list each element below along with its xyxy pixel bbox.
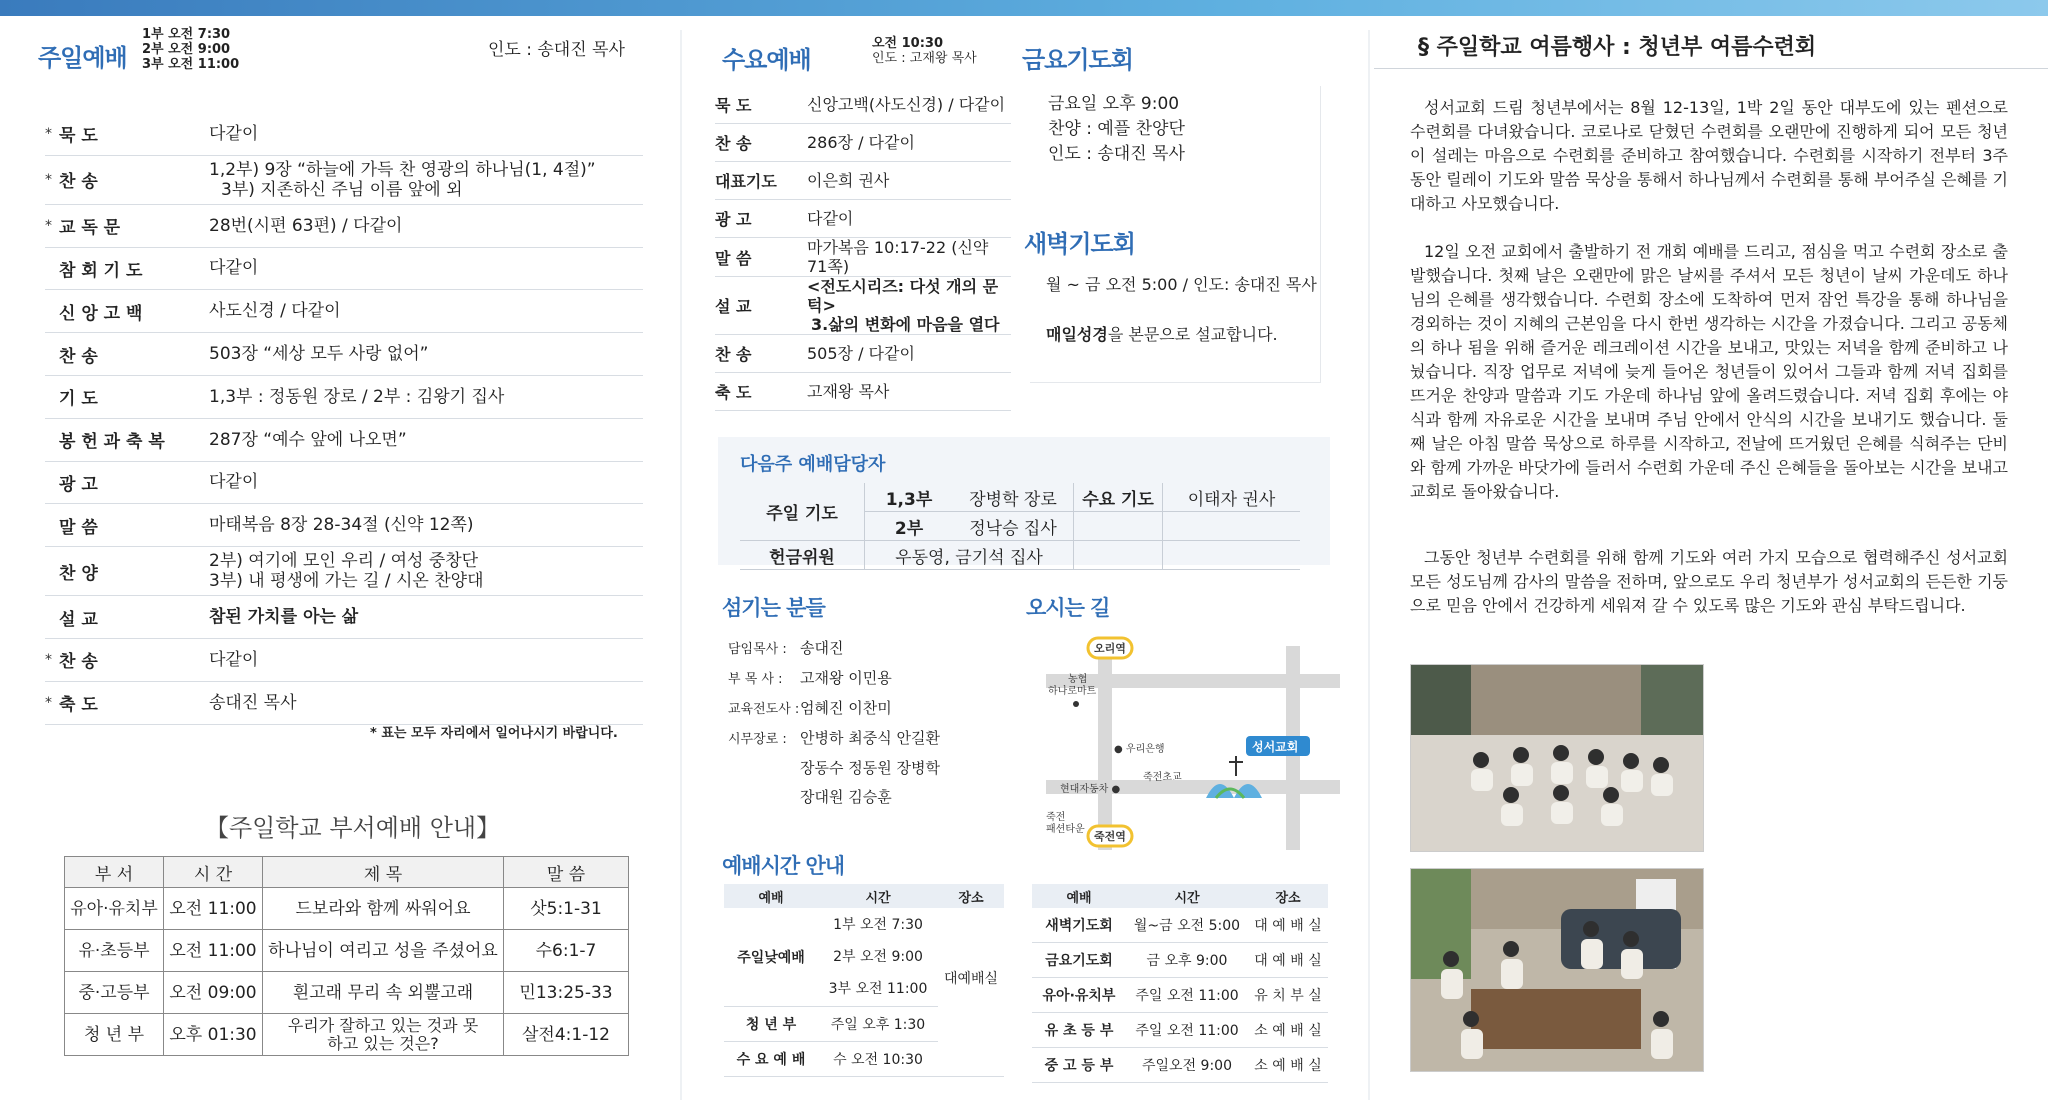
wednesday-row xyxy=(715,335,1011,373)
map xyxy=(1020,630,1340,850)
wednesday-row xyxy=(715,162,1011,200)
schedule-cell: 소 예 배 실 xyxy=(1248,1048,1328,1083)
schedule-header: 시간 xyxy=(1126,884,1248,908)
service-label: 찬 송 xyxy=(59,172,98,193)
service-label: 찬 송 xyxy=(59,652,98,673)
service-value: 다같이 xyxy=(209,258,259,279)
map-label-ori: 오리역 xyxy=(1094,642,1126,655)
staff-title: 섬기는 분들 xyxy=(722,596,825,620)
service-row xyxy=(45,333,643,376)
schedule-cell: 주일오전 9:00 xyxy=(1126,1048,1248,1083)
staff-row xyxy=(728,664,940,694)
next-week-table xyxy=(740,483,1300,570)
sunday-school-title: 【주일학교 부서예배 안내】 xyxy=(205,814,501,842)
schedule-cell: 유 초 등 부 xyxy=(1032,1013,1126,1048)
wednesday-row xyxy=(715,373,1011,411)
service-value: 503장 “세상 모두 사랑 없어” xyxy=(209,344,429,365)
service-value: 사도신경 / 다같이 xyxy=(209,301,341,322)
table-row xyxy=(1032,1048,1328,1083)
schedule-left-table xyxy=(724,884,1004,1077)
service-label: 교 독 문 xyxy=(59,218,121,239)
service-row xyxy=(45,376,643,419)
staff-names: 엄혜진 이찬미 xyxy=(800,699,892,717)
schedule-cell: 유아·유치부 xyxy=(1032,978,1126,1013)
schedule-name: 수 요 예 배 xyxy=(724,1042,818,1077)
service-value: 28번(시편 63편) / 다같이 xyxy=(209,215,403,236)
directions-title: 오시는 길 xyxy=(1026,596,1110,620)
header-subject: 제 목 xyxy=(263,857,504,888)
schedule-name: 청 년 부 xyxy=(724,1007,818,1042)
schedule-time: 1부 오전 7:30 xyxy=(833,917,923,933)
duty-part: 1,3부 xyxy=(865,483,954,512)
wednesday-label: 설 교 xyxy=(715,297,752,316)
service-row xyxy=(45,419,643,462)
service-value: 2부) 여기에 모인 우리 / 여성 중창단 3부) 내 평생에 가는 길 / 시온 찬양대 xyxy=(209,551,484,592)
wednesday-row xyxy=(715,124,1011,162)
header-scripture: 말 씀 xyxy=(504,857,629,888)
staff-names: 고재왕 이민용 xyxy=(800,669,892,687)
friday-line-time: 금요일 오후 9:00 xyxy=(1048,94,1180,114)
schedule-time: 3부 오전 11:00 xyxy=(828,981,928,997)
schedule-cell: 월~금 오전 5:00 xyxy=(1126,908,1248,943)
table-cell: 오전 11:00 xyxy=(164,888,263,930)
map-label-nh2: 하나로마트 xyxy=(1048,686,1097,697)
map-label-woori: ● 우리은행 xyxy=(1114,744,1165,755)
sunday-order-of-service xyxy=(45,113,643,725)
staff-row xyxy=(728,783,940,812)
duty-offering-label: 헌금위원 xyxy=(740,541,865,570)
wednesday-info: 오전 10:30 인도 : 고재왕 목사 xyxy=(872,36,977,66)
service-value: 1,2부) 9장 “하늘에 가득 찬 영광의 하나님(1, 4절)” 3부) 지존하신 주님 이름 앞에 외 xyxy=(209,159,596,200)
sunday-title: 주일예배 xyxy=(38,44,127,72)
schedule-cell: 대 예 배 실 xyxy=(1248,943,1328,978)
map-label-pt1: 죽전 xyxy=(1046,812,1066,823)
service-row xyxy=(45,462,643,505)
table-row xyxy=(1032,978,1328,1013)
wednesday-title: 수요예배 xyxy=(722,46,811,74)
schedule-cell: 금 오후 9:00 xyxy=(1126,943,1248,978)
schedule-cell: 중 고 등 부 xyxy=(1032,1048,1126,1083)
service-row xyxy=(45,504,643,547)
schedule-header: 예배 xyxy=(1032,884,1126,908)
wednesday-label: 대표기도 xyxy=(715,172,777,191)
service-value: 287장 “예수 앞에 나오면” xyxy=(209,429,407,450)
staff-role: 담임목사 : xyxy=(728,642,787,657)
wednesday-value: 505장 / 다같이 xyxy=(807,344,915,363)
service-value: 다같이 xyxy=(209,472,259,493)
service-row xyxy=(45,113,643,156)
table-cell: 하나님이 여리고 성을 주셨어요 xyxy=(263,930,504,972)
staff-row xyxy=(728,634,940,664)
wednesday-value: 이은희 권사 xyxy=(807,171,890,190)
schedule-right-table xyxy=(1032,884,1328,1083)
table-row xyxy=(65,888,629,930)
retreat-photo-1 xyxy=(1410,664,1704,852)
service-row xyxy=(45,639,643,682)
wednesday-value: 마가복음 10:17-22 (신약 71쪽) xyxy=(807,238,989,276)
table-cell: 오전 09:00 xyxy=(164,972,263,1014)
header-dept: 부 서 xyxy=(65,857,164,888)
friday-box xyxy=(1024,86,1321,383)
map-label-nh1: 농협 xyxy=(1068,674,1088,685)
table-cell: 흰고래 무리 속 외뿔고래 xyxy=(263,972,504,1014)
staff-list xyxy=(728,634,940,812)
service-value: 다같이 xyxy=(209,123,259,144)
staff-row xyxy=(728,694,940,724)
standing-mark: * xyxy=(45,125,52,142)
top-banner xyxy=(0,0,2048,16)
duty-offering-names: 우동영, 금기석 집사 xyxy=(865,541,1074,570)
service-label: 축 도 xyxy=(59,695,98,716)
schedule-time: 주일 오후 1:30 xyxy=(818,1007,938,1042)
service-row xyxy=(45,156,643,205)
wednesday-value: 고재왕 목사 xyxy=(807,382,890,401)
schedule-cell: 유 치 부 실 xyxy=(1248,978,1328,1013)
service-row xyxy=(45,248,643,291)
table-cell: 살전4:1-12 xyxy=(504,1014,629,1056)
service-label: 찬 양 xyxy=(59,563,98,584)
service-label: 설 교 xyxy=(59,609,98,630)
wednesday-row xyxy=(715,86,1011,124)
service-row xyxy=(45,205,643,248)
schedule-header: 장소 xyxy=(938,884,1004,908)
service-label: 묵 도 xyxy=(59,126,98,147)
table-row xyxy=(1032,943,1328,978)
wednesday-label: 묵 도 xyxy=(715,96,752,115)
service-row xyxy=(45,547,643,596)
staff-names: 안병하 최중식 안길환 xyxy=(800,729,940,747)
schedule-place: 대예배실 xyxy=(938,908,1004,1077)
service-row xyxy=(45,596,643,639)
table-row xyxy=(1032,1013,1328,1048)
wednesday-order xyxy=(715,86,1011,411)
service-label: 봉 헌 과 축 복 xyxy=(59,432,165,453)
service-label: 말 씀 xyxy=(59,517,98,538)
article-title: § 주일학교 여름행사 : 청년부 여름수련회 xyxy=(1418,35,1817,60)
wednesday-label: 찬 송 xyxy=(715,345,752,364)
schedule-cell: 대 예 배 실 xyxy=(1248,908,1328,943)
duty-name: 정낙승 집사 xyxy=(953,512,1074,541)
service-row xyxy=(45,290,643,333)
service-row xyxy=(45,682,643,725)
friday-line-leader: 인도 : 송대진 목사 xyxy=(1048,144,1185,164)
table-cell: 드보라와 함께 싸워어요 xyxy=(263,888,504,930)
dawn-title: 새벽기도회 xyxy=(1024,230,1135,258)
table-row xyxy=(65,1014,629,1056)
table-cell: 중·고등부 xyxy=(65,972,164,1014)
staff-row xyxy=(728,754,940,783)
schedule-cell: 주일 오전 11:00 xyxy=(1126,978,1248,1013)
table-cell: 유아·유치부 xyxy=(65,888,164,930)
duty-prayer-label: 주일 기도 xyxy=(740,483,865,541)
dawn-bible: 매일성경을 본문으로 설교합니다. xyxy=(1046,325,1278,344)
sunday-school-table xyxy=(64,856,629,1056)
schedule-cell: 새벽기도회 xyxy=(1032,908,1126,943)
staff-names: 송대진 xyxy=(800,639,844,657)
retreat-photo-2 xyxy=(1410,868,1704,1072)
sunday-leader: 인도 : 송대진 목사 xyxy=(488,40,625,60)
article-paragraph-1: 성서교회 드림 청년부에서는 8월 12-13일, 1박 2일 동안 대부도에 있는 펜션으로 수련회를 다녀왔습니다. 코로나로 닫혔던 수련회를 오랜만에 진행하게 되어 모든 청년이 설레는 마음으로 수련회를 준비하고 참여했습니다. 수련회를 시작하기 전부터 3주 동안 릴레이 기도와 말씀 묵상을 통해서 하나님께서 수련회를 통해 부어주실 은혜를 기대하고 사모했습니다. xyxy=(1410,98,2008,213)
staff-row xyxy=(728,724,940,754)
map-label-jukjeon-school: 죽전초교 xyxy=(1143,772,1182,783)
wednesday-value: 신앙고백(사도신경) / 다같이 xyxy=(807,95,1006,114)
wednesday-label: 축 도 xyxy=(715,383,752,402)
schedule-cell: 주일 오전 11:00 xyxy=(1126,1013,1248,1048)
dawn-line: 월 ~ 금 오전 5:00 / 인도: 송대진 목사 xyxy=(1046,275,1317,294)
wednesday-row xyxy=(715,238,1011,277)
wednesday-value: 다같이 xyxy=(807,209,854,228)
wednesday-label: 찬 송 xyxy=(715,134,752,153)
schedule-header: 시간 xyxy=(818,884,938,908)
service-label: 신 앙 고 백 xyxy=(59,303,143,324)
header-time: 시 간 xyxy=(164,857,263,888)
standing-mark: * xyxy=(45,217,52,234)
table-cell: 유·초등부 xyxy=(65,930,164,972)
map-label-church: 성서교회 xyxy=(1252,740,1299,754)
staff-role: 시무장로 : xyxy=(728,732,787,747)
table-cell: 오후 01:30 xyxy=(164,1014,263,1056)
staff-names: 장동수 정동원 장병학 xyxy=(800,759,940,777)
staff-role: 교육전도사 : xyxy=(728,702,800,717)
wednesday-value: <전도시리즈: 다섯 개의 문턱> 3.삶의 변화에 마음을 열다 xyxy=(807,277,1000,334)
table-row xyxy=(65,972,629,1014)
service-label: 찬 송 xyxy=(59,346,98,367)
wednesday-row xyxy=(715,200,1011,238)
table-row xyxy=(1032,908,1328,943)
standing-mark: * xyxy=(45,694,52,711)
next-week-title: 다음주 예배담당자 xyxy=(740,454,886,475)
service-label: 기 도 xyxy=(59,389,98,410)
service-value: 다같이 xyxy=(209,649,259,670)
service-value: 마태복음 8장 28-34절 (신약 12쪽) xyxy=(209,515,474,536)
table-cell: 민13:25-33 xyxy=(504,972,629,1014)
article-paragraph-3: 그동안 청년부 수련회를 위해 함께 기도와 여러 가지 모습으로 협력해주신 성서교회 모든 성도님께 감사의 말씀을 전하며, 앞으로도 우리 청년부가 성서교회의 든든한 기둥으로 믿음 안에서 건강하게 세워져 갈 수 있도록 많은 기도와 관심 부탁드립니다. xyxy=(1410,548,2008,615)
article-paragraph-2: 12일 오전 교회에서 출발하기 전 개회 예배를 드리고, 점심을 먹고 수련회 장소로 출발했습니다. 첫째 날은 오랜만에 맑은 날씨를 주셔서 모든 청년이 날씨 가운데도 하나님의 은혜를 생각했습니다. 수련회 장소에 도착하여 먼저 잠언 특강을 통해 하나님을 경외하는 것이 지혜의 근본임을 다시 한번 생각하는 시간을 가졌습니다. 그리고 공동체의 하나 됨을 위해 즐거운 레크레이션 시간을 보내고, 맛있는 저녁을 함께 준비하고 나눴습니다. 직장 업무로 저녁에 늦게 들어온 청년들이 있어서 그들과 함께 저녁 집회를 뜨거운 찬양과 말씀과 기도 가운데 하나님 앞에 올려드렸습니다. 저녁 집회 후에는 야식과 함께 자유로운 시간을 보내며 주님 안에서 안식의 시간을 보내기도 했습니다. 둘째 날은 아침 말씀 묵상으로 하루를 시작하고, 전날에 뜨거웠던 은혜를 식혀주는 단비와 함께 가까운 바닷가에 들러서 수련회 가운데 주신 은혜들을 돌아보는 시간을 보내고 교회로 돌아왔습니다. xyxy=(1410,242,2008,501)
staff-role: 부 목 사 : xyxy=(728,672,783,687)
table-cell: 오전 11:00 xyxy=(164,930,263,972)
schedule-header: 예배 xyxy=(724,884,818,908)
table-cell: 삿5:1-31 xyxy=(504,888,629,930)
schedule-cell: 소 예 배 실 xyxy=(1248,1013,1328,1048)
standing-mark: * xyxy=(45,651,52,668)
duty-wed-label: 수요 기도 xyxy=(1074,483,1163,512)
table-row xyxy=(65,930,629,972)
map-label-hyundai: 현대자동차 ● xyxy=(1060,784,1121,795)
staff-names: 장대원 김승훈 xyxy=(800,788,892,806)
service-value: 참된 가치를 아는 삶 xyxy=(209,607,359,628)
friday-title: 금요기도회 xyxy=(1022,46,1133,74)
schedule-name: 주일낮예배 xyxy=(724,908,818,1007)
schedule-cell: 금요기도회 xyxy=(1032,943,1126,978)
wednesday-label: 광 고 xyxy=(715,210,752,229)
map-label-jukjeon: 죽전역 xyxy=(1094,830,1126,843)
duty-wed-name: 이태자 권사 xyxy=(1163,483,1301,512)
service-label: 광 고 xyxy=(59,474,98,495)
service-label: 참 회 기 도 xyxy=(59,260,143,281)
wednesday-row xyxy=(715,277,1011,335)
sunday-times: 1부 오전 7:30 2부 오전 9:00 3부 오전 11:00 xyxy=(142,27,240,72)
friday-line-praise: 찬양 : 예플 찬양단 xyxy=(1048,119,1185,139)
map-label-pt2: 패션타운 xyxy=(1046,824,1085,835)
table-cell: 우리가 잘하고 있는 것과 못하고 있는 것은? xyxy=(263,1014,504,1056)
schedule-time: 수 오전 10:30 xyxy=(818,1042,938,1077)
duty-name: 장병학 장로 xyxy=(953,483,1074,512)
standing-mark: * xyxy=(45,171,52,188)
wednesday-value: 286장 / 다같이 xyxy=(807,133,915,152)
standing-note: * 표는 모두 자리에서 일어나시기 바랍니다. xyxy=(370,726,618,741)
table-header-row xyxy=(65,857,629,888)
schedule-header: 장소 xyxy=(1248,884,1328,908)
schedule-title: 예배시간 안내 xyxy=(722,854,845,878)
table-cell: 청 년 부 xyxy=(65,1014,164,1056)
service-value: 송대진 목사 xyxy=(209,692,297,713)
table-cell: 수6:1-7 xyxy=(504,930,629,972)
duty-part: 2부 xyxy=(865,512,954,541)
service-value: 1,3부 : 정동원 장로 / 2부 : 김왕기 집사 xyxy=(209,386,505,407)
wednesday-label: 말 씀 xyxy=(715,248,752,268)
schedule-time: 2부 오전 9:00 xyxy=(833,949,923,965)
